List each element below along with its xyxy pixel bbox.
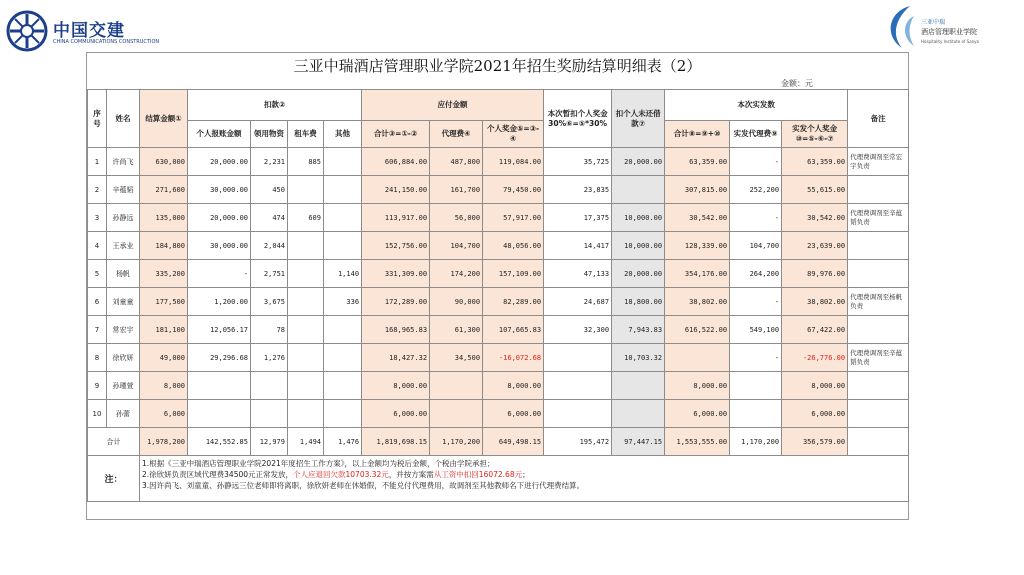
cell-a3: 89,976.00 (782, 260, 848, 288)
cell-p3: 6,000.00 (483, 400, 544, 428)
cell-d4 (324, 400, 362, 428)
cell-p1: 331,309.00 (362, 260, 430, 288)
table-row (88, 232, 909, 260)
cell-p2: 161,700 (430, 176, 483, 204)
cell-d4 (324, 344, 362, 372)
cell-note: 代理费调剂至杨帆负责 (848, 288, 909, 316)
cell-a3: -26,776.00 (782, 344, 848, 372)
cell-d2: 2,231 (251, 148, 288, 176)
cell-name: 许尚飞 (107, 148, 140, 176)
total-unreturned: 97,447.15 (612, 428, 665, 456)
total-d3: 1,494 (288, 428, 324, 456)
cell-p1: 8,000.00 (362, 372, 430, 400)
settlement-table (87, 89, 909, 502)
cell-d3 (288, 232, 324, 260)
cell-p1: 6,000.00 (362, 400, 430, 428)
cell-no: 8 (88, 344, 107, 372)
note-deduct-highlight: 从工资中扣回16072.68元 (433, 470, 523, 479)
cell-note (848, 176, 909, 204)
cell-a2: - (730, 344, 782, 372)
cell-no: 4 (88, 232, 107, 260)
cccc-emblem-icon (6, 10, 48, 52)
col-withhold: 本次暂扣个人奖金30%⑥=⑤*30% (544, 90, 612, 148)
cell-d2: 78 (251, 316, 288, 344)
col-actual: 本次实发数 (665, 90, 848, 121)
table-row (88, 148, 909, 176)
cell-settle: 6,000 (140, 400, 188, 428)
cell-d4 (324, 372, 362, 400)
cell-a2 (730, 400, 782, 428)
cell-w: 24,687 (544, 288, 612, 316)
cell-p3: 82,289.00 (483, 288, 544, 316)
col-actual-total: 合计⑧=⑨+⑩ (665, 121, 730, 148)
cell-d4: 1,140 (324, 260, 362, 288)
cell-name: 辛蕴韬 (107, 176, 140, 204)
cell-name: 杨帆 (107, 260, 140, 288)
cell-u: 10,000.00 (612, 204, 665, 232)
cell-d4 (324, 176, 362, 204)
cell-d1: 20,000.00 (188, 204, 251, 232)
cell-d2: 2,751 (251, 260, 288, 288)
cell-name: 王承业 (107, 232, 140, 260)
cell-w (544, 400, 612, 428)
cell-w: 23,835 (544, 176, 612, 204)
cell-d1: 30,000.00 (188, 176, 251, 204)
total-a3: 356,579.00 (782, 428, 848, 456)
cell-p2: 174,200 (430, 260, 483, 288)
cccc-logo-en: CHINA COMMUNICATIONS CONSTRUCTION (53, 39, 160, 45)
cell-no: 1 (88, 148, 107, 176)
cell-a1: 128,339.00 (665, 232, 730, 260)
cell-u: 10,703.32 (612, 344, 665, 372)
cell-no: 5 (88, 260, 107, 288)
cell-note (848, 372, 909, 400)
cell-no: 9 (88, 372, 107, 400)
cell-p2 (430, 400, 483, 428)
table-row (88, 176, 909, 204)
cell-note (848, 232, 909, 260)
table-row (88, 400, 909, 428)
cell-d1 (188, 400, 251, 428)
cell-no: 2 (88, 176, 107, 204)
cell-settle: 135,000 (140, 204, 188, 232)
cell-d2 (251, 400, 288, 428)
cell-a2: 549,100 (730, 316, 782, 344)
cell-note (848, 400, 909, 428)
cell-settle: 181,100 (140, 316, 188, 344)
total-withhold: 195,472 (544, 428, 612, 456)
cell-a1: 616,522.00 (665, 316, 730, 344)
cell-settle: 49,000 (140, 344, 188, 372)
cell-w: 17,375 (544, 204, 612, 232)
cell-d2: 474 (251, 204, 288, 232)
school-swirl-icon (880, 2, 920, 54)
cell-d1: 1,200.00 (188, 288, 251, 316)
cell-a1: 6,000.00 (665, 400, 730, 428)
cell-d2: 1,276 (251, 344, 288, 372)
cell-d3 (288, 316, 324, 344)
cell-settle: 8,000 (140, 372, 188, 400)
cell-d1: 20,000.00 (188, 148, 251, 176)
cell-p1: 241,150.00 (362, 176, 430, 204)
cell-a2: - (730, 148, 782, 176)
col-unreturned: 扣个人未还借款⑦ (612, 90, 665, 148)
col-actual-bonus: 实发个人奖金⑩=⑤-⑥-⑦ (782, 121, 848, 148)
cell-settle: 335,200 (140, 260, 188, 288)
cell-d2: 3,675 (251, 288, 288, 316)
cell-a2: - (730, 288, 782, 316)
cell-w (544, 344, 612, 372)
col-deduct-car: 租车费 (288, 121, 324, 148)
cell-name: 孙静远 (107, 204, 140, 232)
cell-w: 47,133 (544, 260, 612, 288)
cell-a1: 38,802.00 (665, 288, 730, 316)
cell-a3: 55,615.00 (782, 176, 848, 204)
cell-a3: 8,000.00 (782, 372, 848, 400)
cell-p2: 34,500 (430, 344, 483, 372)
cell-p1: 172,289.00 (362, 288, 430, 316)
cell-u: 7,943.83 (612, 316, 665, 344)
note-refund-highlight: 个人应退回欠款10703.32元 (293, 470, 389, 479)
cell-a1: 63,359.00 (665, 148, 730, 176)
cell-w: 32,300 (544, 316, 612, 344)
cell-name: 孙蕾 (107, 400, 140, 428)
col-payable-bonus: 个人奖金⑤=③-④ (483, 121, 544, 148)
col-deduct-personal: 个人报账金额 (188, 121, 251, 148)
cell-p3: 48,056.00 (483, 232, 544, 260)
total-label: 合计 (88, 428, 140, 456)
cell-p3: -16,072.68 (483, 344, 544, 372)
cell-a3: 23,639.00 (782, 232, 848, 260)
cell-settle: 271,600 (140, 176, 188, 204)
cell-no: 10 (88, 400, 107, 428)
cell-w (544, 372, 612, 400)
cell-d3 (288, 344, 324, 372)
cell-p2: 90,000 (430, 288, 483, 316)
sheet-title: 三亚中瑞酒店管理职业学院2021年招生奖励结算明细表（2） (293, 57, 702, 75)
school-logo-line1: 三亚中瑞 (921, 19, 946, 26)
cell-u: 20,000.00 (612, 148, 665, 176)
cell-p2: 61,300 (430, 316, 483, 344)
total-a2: 1,170,200 (730, 428, 782, 456)
cell-w: 35,725 (544, 148, 612, 176)
table-row (88, 260, 909, 288)
cell-note (848, 316, 909, 344)
cell-a1: 30,542.00 (665, 204, 730, 232)
cell-settle: 630,000 (140, 148, 188, 176)
cell-d3 (288, 372, 324, 400)
school-logo-line2: 酒店管理职业学院 (921, 28, 977, 36)
cell-name: 刘童童 (107, 288, 140, 316)
cell-d1 (188, 372, 251, 400)
total-a1: 1,553,555.00 (665, 428, 730, 456)
note-line-1: 1.根据《三亚中瑞酒店管理职业学院2021年度招生工作方案》，以上金额均为税后金额，个税由学院承担； (142, 459, 495, 468)
cell-p2: 56,000 (430, 204, 483, 232)
cell-u: 10,000.00 (612, 232, 665, 260)
notes-label: 注： (88, 456, 140, 502)
cell-a1: 307,815.00 (665, 176, 730, 204)
cell-w: 14,417 (544, 232, 612, 260)
cell-d3 (288, 400, 324, 428)
cell-d4 (324, 204, 362, 232)
cell-name: 常宏宇 (107, 316, 140, 344)
cell-p2: 104,700 (430, 232, 483, 260)
cell-p1: 168,965.83 (362, 316, 430, 344)
cell-a2: 252,200 (730, 176, 782, 204)
cell-d4 (324, 148, 362, 176)
cell-d3 (288, 288, 324, 316)
cell-settle: 177,500 (140, 288, 188, 316)
cell-p3: 8,000.00 (483, 372, 544, 400)
cell-d3: 885 (288, 148, 324, 176)
col-settle: 结算金额① (140, 90, 188, 148)
cell-d2: 450 (251, 176, 288, 204)
total-settle: 1,978,200 (140, 428, 188, 456)
cell-d3 (288, 260, 324, 288)
cell-d1: - (188, 260, 251, 288)
cell-a1 (665, 344, 730, 372)
cell-a3: 6,000.00 (782, 400, 848, 428)
table-row (88, 372, 909, 400)
total-d1: 142,552.85 (188, 428, 251, 456)
notes-text (140, 456, 909, 502)
cell-u: 18,800.00 (612, 288, 665, 316)
cell-note: 代理费调剂至常宏宇负责 (848, 148, 909, 176)
cccc-logo (6, 10, 160, 58)
col-deduct-materials: 领用物资 (251, 121, 288, 148)
school-logo-line3: Hospitality Institute of Sanya (921, 39, 979, 44)
cell-d4: 336 (324, 288, 362, 316)
cell-note: 代理费调剂至辛蕴韬负责 (848, 344, 909, 372)
col-payable-agent: 代理费④ (430, 121, 483, 148)
cell-p2: 487,800 (430, 148, 483, 176)
cell-d4 (324, 316, 362, 344)
currency-unit: 金额：元 (781, 79, 813, 88)
cell-u (612, 400, 665, 428)
cell-p3: 57,917.00 (483, 204, 544, 232)
cell-a1: 354,176.00 (665, 260, 730, 288)
table-row (88, 316, 909, 344)
cell-u (612, 372, 665, 400)
cell-d4 (324, 232, 362, 260)
cell-a2: 264,200 (730, 260, 782, 288)
col-seq: 序号 (88, 90, 107, 148)
cell-a3: 67,422.00 (782, 316, 848, 344)
table-row (88, 204, 909, 232)
cell-name: 徐欣妍 (107, 344, 140, 372)
cell-d3 (288, 176, 324, 204)
col-payable-total: 合计③=①-② (362, 121, 430, 148)
cell-a3: 63,359.00 (782, 148, 848, 176)
col-actual-agent: 实发代理费⑨ (730, 121, 782, 148)
col-deduct: 扣款② (188, 90, 362, 121)
cell-p1: 152,756.00 (362, 232, 430, 260)
cell-p3: 157,109.00 (483, 260, 544, 288)
cell-d1: 29,296.68 (188, 344, 251, 372)
total-d2: 12,979 (251, 428, 288, 456)
note-line-3: 3.因许尚飞、刘童童、孙静远三位老师即将离职，徐欣妍老师在休婚假，不能兑付代理费用，故调剂至其他教师名下进行代理费结算。 (142, 481, 585, 490)
col-remark: 备注 (848, 90, 909, 148)
table-row (88, 344, 909, 372)
cell-no: 6 (88, 288, 107, 316)
col-deduct-other: 其他 (324, 121, 362, 148)
cell-p3: 79,450.00 (483, 176, 544, 204)
settlement-sheet (86, 52, 909, 520)
cell-settle: 184,800 (140, 232, 188, 260)
cell-p1: 606,884.00 (362, 148, 430, 176)
table-body (88, 148, 909, 428)
total-p3: 649,498.15 (483, 428, 544, 456)
col-name: 姓名 (107, 90, 140, 148)
cell-no: 3 (88, 204, 107, 232)
cell-d2 (251, 372, 288, 400)
cell-d3: 609 (288, 204, 324, 232)
total-p1: 1,819,698.15 (362, 428, 430, 456)
cell-no: 7 (88, 316, 107, 344)
cell-d1: 12,056.17 (188, 316, 251, 344)
cell-p3: 107,665.83 (483, 316, 544, 344)
cell-a1: 8,000.00 (665, 372, 730, 400)
cell-p2 (430, 372, 483, 400)
notes-row (88, 456, 909, 502)
cccc-logo-cn: 中国交建 (53, 21, 125, 41)
total-d4: 1,476 (324, 428, 362, 456)
cell-a2: 104,700 (730, 232, 782, 260)
cell-name: 孙瑾萱 (107, 372, 140, 400)
note-line-2: 2.徐欣妍负责区域代理费34500元正常发放，个人应退回欠款10703.32元，并按方案需从工资中扣回16072.68元； (142, 470, 530, 479)
cell-a2 (730, 372, 782, 400)
cell-a3: 30,542.00 (782, 204, 848, 232)
total-row (88, 428, 909, 456)
table-row (88, 288, 909, 316)
cell-d2: 2,044 (251, 232, 288, 260)
cell-u (612, 176, 665, 204)
col-payable: 应付金额 (362, 90, 544, 121)
total-p2: 1,170,200 (430, 428, 483, 456)
cell-p3: 119,084.00 (483, 148, 544, 176)
cell-p1: 18,427.32 (362, 344, 430, 372)
school-logo (880, 2, 1020, 54)
cell-p1: 113,917.00 (362, 204, 430, 232)
cell-note (848, 260, 909, 288)
cell-a3: 38,802.00 (782, 288, 848, 316)
cell-a2: - (730, 204, 782, 232)
cell-u: 20,000.00 (612, 260, 665, 288)
cell-note: 代理费调剂至辛蕴韬负责 (848, 204, 909, 232)
cell-d1: 30,000.00 (188, 232, 251, 260)
